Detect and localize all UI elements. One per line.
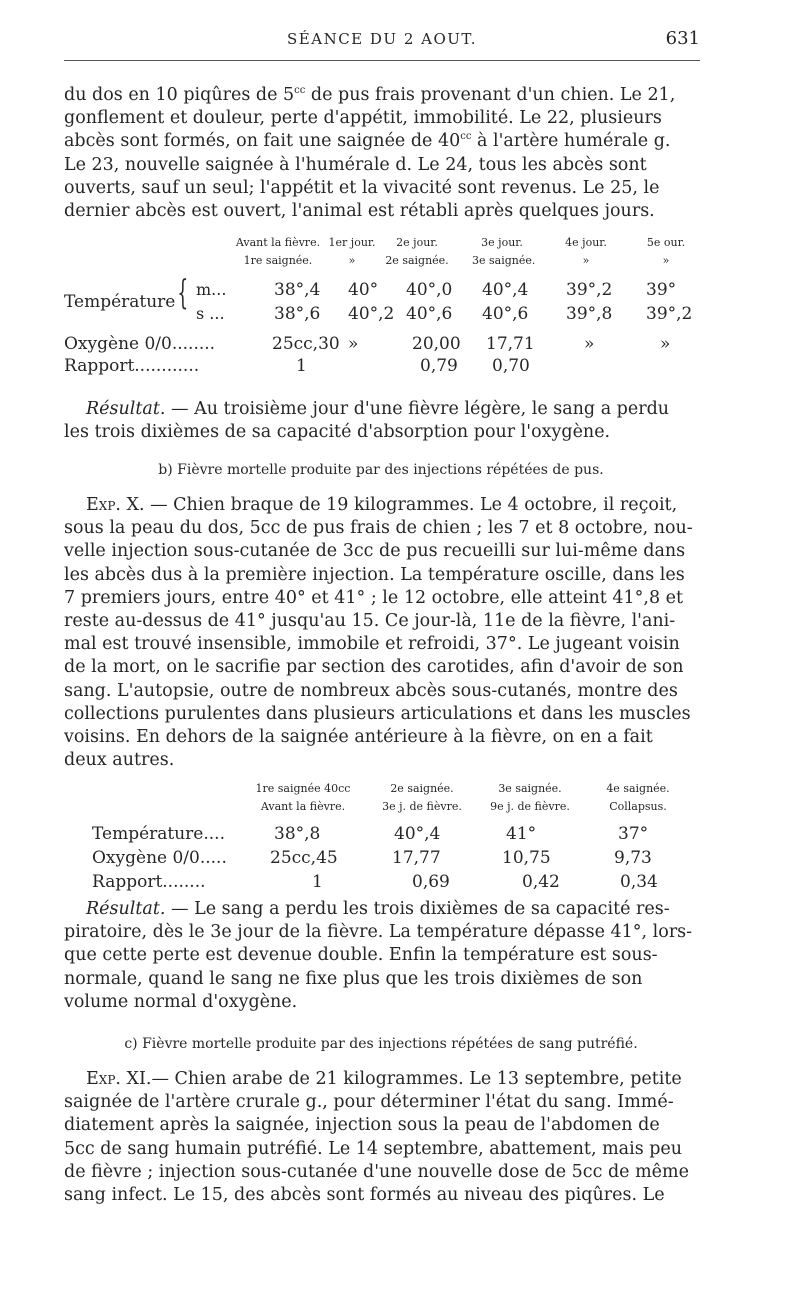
text-line: du dos en 10 piqûres de $5^{cc}$ de pus frais provenant d'un chien. Le 21, bbox=[64, 85, 676, 105]
cell-ratio: 0,69 bbox=[412, 872, 450, 892]
cell-ratio: 0,42 bbox=[522, 872, 560, 892]
text-line: 5cc de sang humain putréfié. Le 14 septembre, abattement, mais peu bbox=[64, 1138, 683, 1159]
text-line: dernier abcès est ouvert, l'animal est rétabli après quelques jours. bbox=[64, 201, 655, 222]
cell-oxygen: » bbox=[584, 334, 595, 354]
cell-ratio: 0,70 bbox=[492, 356, 530, 376]
result-paragraph-2 bbox=[64, 898, 698, 1014]
text-line: ouverts, sauf un seul; l'appétit et la vivacité sont revenus. Le 25, le bbox=[64, 177, 660, 198]
cell-ratio: 0,34 bbox=[620, 872, 658, 892]
cell-temperature: 40°,4 bbox=[394, 824, 441, 844]
text-line: piratoire, dès le 3e jour de la fièvre. La température dépasse 41°, lors- bbox=[64, 922, 693, 943]
col-header: Avant la fièvre. bbox=[235, 236, 321, 249]
running-header bbox=[64, 26, 700, 52]
text-line: diatement après la saignée, injection sous la peau de l'abdomen de bbox=[64, 1115, 660, 1136]
page-number: 631 bbox=[665, 28, 700, 49]
cell-s: 40°,6 bbox=[482, 304, 529, 324]
cell-ratio: 1 bbox=[312, 872, 323, 892]
col-subheader: 3e saignée. bbox=[472, 254, 536, 267]
row-label-temperature: Température.... bbox=[92, 824, 225, 844]
col-header: 3e saignée. bbox=[498, 782, 562, 795]
row-label-ratio: Rapport............ bbox=[64, 356, 200, 376]
col-header: 1er jour. bbox=[328, 236, 376, 249]
cell-oxygen: » bbox=[660, 334, 671, 354]
header-rule bbox=[64, 60, 700, 61]
col-header: 3e jour. bbox=[481, 236, 523, 249]
cell-oxygen: 9,73 bbox=[614, 848, 652, 868]
experiment-11-paragraph bbox=[64, 1068, 698, 1207]
cell-temperature: 37° bbox=[618, 824, 649, 844]
text-line: saignée de l'artère crurale g., pour déterminer l'état du sang. Immé- bbox=[64, 1092, 674, 1113]
text-line: Résultat. — Au troisième jour d'une fièvre légère, le sang a perdu bbox=[86, 399, 670, 419]
cell-s: 40°,2 bbox=[348, 304, 395, 324]
text-line: 7 premiers jours, entre 40° et 41° ; le 12 octobre, elle atteint 41°,8 et bbox=[64, 587, 684, 608]
col-header: 5e our. bbox=[646, 236, 686, 249]
cell-m: 38°,4 bbox=[274, 280, 321, 300]
text-line: Le 23, nouvelle saignée à l'humérale d. Le 24, tous les abcès sont bbox=[64, 154, 647, 175]
experiment-10-paragraph bbox=[64, 494, 698, 772]
text-line: reste au-dessus de 41° jusqu'au 15. Ce jour-là, 11e de la fièvre, l'ani- bbox=[64, 611, 676, 632]
text-line: de fièvre ; injection sous-cutanée d'une nouvelle dose de 5cc de même bbox=[64, 1161, 689, 1182]
result-paragraph-1 bbox=[64, 398, 698, 444]
text-line: gonflement et douleur, perte d'appétit, immobilité. Le 22, plusieurs bbox=[64, 108, 662, 129]
col-header: 1re saignée 40cc bbox=[255, 782, 351, 795]
cell-s: 40°,6 bbox=[406, 304, 453, 324]
col-subheader: 9e j. de fièvre. bbox=[490, 800, 570, 813]
col-subheader: 2e saignée. bbox=[385, 254, 449, 267]
cell-ratio: 0,79 bbox=[420, 356, 458, 376]
text-line: les trois dixièmes de sa capacité d'absorption pour l'oxygène. bbox=[64, 422, 611, 443]
col-header: 2e saignée. bbox=[390, 782, 454, 795]
col-subheader: 3e j. de fièvre. bbox=[382, 800, 462, 813]
col-subheader: » bbox=[582, 254, 590, 267]
cell-oxygen: » bbox=[348, 334, 359, 354]
text-line: volume normal d'oxygène. bbox=[64, 991, 298, 1012]
text-line: abcès sont formés, on fait une saignée de $40^{cc}$ à l'artère humérale g. bbox=[64, 131, 671, 152]
text-line: sous la peau du dos, 5cc de pus frais de chien ; les 7 et 8 octobre, nou- bbox=[64, 518, 693, 539]
text-line: sang infect. Le 15, des abcès sont formés au niveau des piqûres. Le bbox=[64, 1185, 665, 1206]
col-subheader: 1re saignée. bbox=[243, 254, 313, 267]
text-line: voisins. En dehors de la saignée antérieure à la fièvre, on en a fait bbox=[64, 727, 653, 748]
sub-label-m: m... bbox=[196, 280, 227, 299]
section-heading-c: c) Fièvre mortelle produite par des injections répétées de sang putréfié. bbox=[124, 1036, 638, 1052]
col-subheader: Avant la fièvre. bbox=[260, 800, 346, 813]
cell-m: 40°,0 bbox=[406, 280, 453, 300]
col-header: 4e jour. bbox=[565, 236, 607, 249]
text-line: Exp. X. — Chien braque de 19 kilogrammes. Le 4 octobre, il reçoit, bbox=[86, 495, 678, 515]
col-subheader: » bbox=[662, 254, 670, 267]
cell-m: 39°,2 bbox=[566, 280, 613, 300]
cell-s: 38°,6 bbox=[274, 304, 321, 324]
text-line: deux autres. bbox=[64, 750, 175, 771]
text-line: velle injection sous-cutanée de 3cc de pus recueilli sur lui-même dans bbox=[64, 541, 686, 562]
row-label-oxygen: Oxygène 0/0..... bbox=[92, 848, 227, 868]
text-line: normale, quand le sang ne fixe plus que les trois dixièmes de son bbox=[64, 968, 643, 989]
running-title: SÉANCE DU 2 AOUT. bbox=[287, 30, 477, 48]
cell-temperature: 41° bbox=[506, 824, 537, 844]
sub-label-s: s ... bbox=[196, 304, 225, 323]
text-line: mal est trouvé insensible, immobile et refroidi, 37°. Le jugeant voisin bbox=[64, 634, 680, 655]
cell-m: 40°,4 bbox=[482, 280, 529, 300]
cell-ratio: 1 bbox=[296, 356, 307, 376]
cell-oxygen: 17,71 bbox=[486, 334, 535, 354]
brace-icon: { bbox=[177, 273, 189, 313]
cell-oxygen: 10,75 bbox=[502, 848, 551, 868]
cell-s: 39°,2 bbox=[646, 304, 693, 324]
text-line: les abcès dus à la première injection. La température oscille, dans les bbox=[64, 564, 685, 585]
col-header: 4e saignée. bbox=[606, 782, 670, 795]
paragraph-continuation bbox=[64, 84, 698, 223]
text-line: collections purulentes dans plusieurs articulations et dans les muscles bbox=[64, 703, 691, 724]
row-label-oxygen: Oxygène 0/0........ bbox=[64, 334, 216, 354]
text-line: Exp. XI.— Chien arabe de 21 kilogrammes. Le 13 septembre, petite bbox=[86, 1069, 682, 1089]
col-subheader: Collapsus. bbox=[609, 800, 667, 813]
cell-oxygen: 25cc,30 bbox=[272, 334, 340, 354]
col-subheader: » bbox=[348, 254, 356, 267]
text-line: sang. L'autopsie, outre de nombreux abcès sous-cutanés, montre des bbox=[64, 680, 678, 701]
cell-s: 39°,8 bbox=[566, 304, 613, 324]
row-label-ratio: Rapport........ bbox=[92, 872, 206, 892]
text-line: que cette perte est devenue double. Enfin la température est sous- bbox=[64, 945, 658, 966]
section-heading-b: b) Fièvre mortelle produite par des injections répétées de pus. bbox=[158, 462, 604, 478]
cell-oxygen: 17,77 bbox=[392, 848, 441, 868]
col-header: 2e jour. bbox=[396, 236, 438, 249]
text-line: de la mort, on le sacrifie par section des carotides, afin d'avoir de son bbox=[64, 657, 684, 678]
cell-oxygen: 25cc,45 bbox=[270, 848, 338, 868]
cell-m: 40° bbox=[348, 280, 379, 300]
cell-oxygen: 20,00 bbox=[412, 334, 461, 354]
text-line: Résultat. — Le sang a perdu les trois dixièmes de sa capacité res- bbox=[86, 899, 670, 919]
cell-m: 39° bbox=[646, 280, 677, 300]
cell-temperature: 38°,8 bbox=[274, 824, 321, 844]
row-label-temperature: Température bbox=[64, 292, 176, 312]
